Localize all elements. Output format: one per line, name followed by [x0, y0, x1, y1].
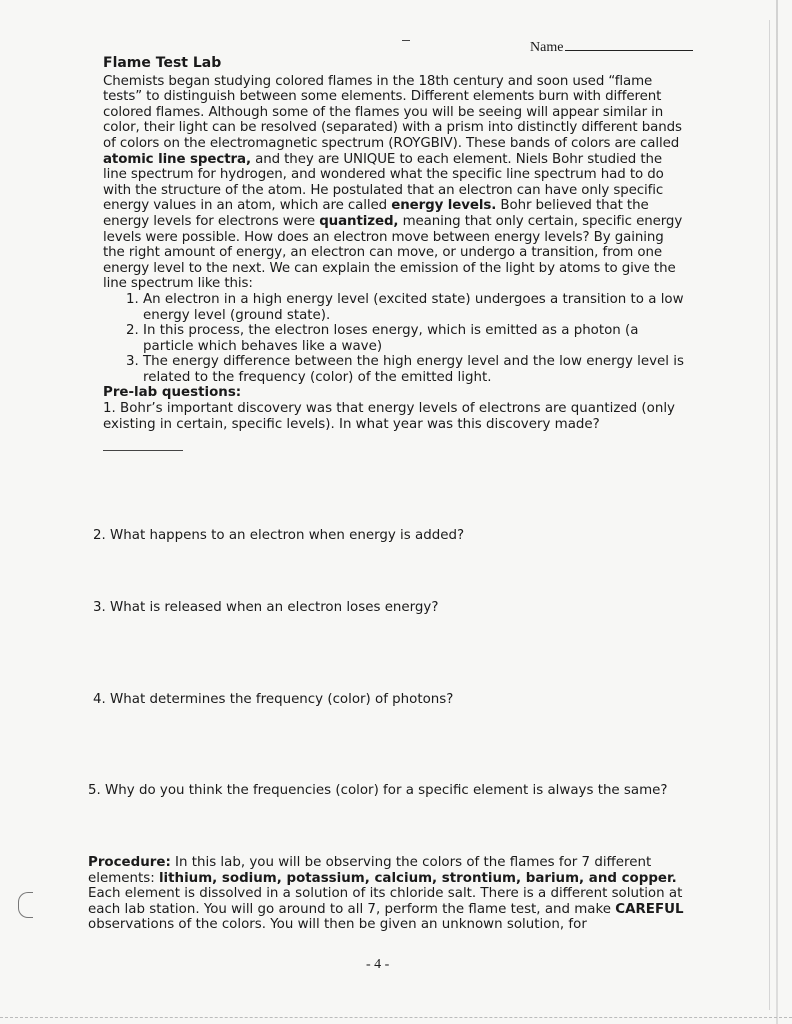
scan-mark [402, 40, 410, 41]
procedure-text-2: Each element is dissolved in a solution of its chloride salt. There is a different solution at each lab station. You will go around to all 7, perform the flame test, and make [88, 886, 683, 917]
procedure-text-3: observations of the colors. You will then be given an unknown solution, for [88, 917, 587, 933]
intro-bold-2: energy levels. [391, 198, 497, 214]
procedure-elements: lithium, sodium, potassium, calcium, strontium, barium, and copper. [158, 870, 677, 886]
question-3: 3. What is released when an electron loses energy? [93, 600, 439, 615]
name-blank[interactable] [565, 38, 693, 51]
question-4: 4. What determines the frequency (color) of photons? [93, 692, 454, 707]
scan-edge [776, 0, 778, 1024]
answer-blank-1[interactable] [103, 440, 183, 451]
emission-steps-list [103, 292, 688, 386]
intro-text-4: meaning that only certain, specific energy levels were possible. How does an electron move between energy levels? By gaining the right amount of energy, an electron can move, or undergo a transition, from one energy level to the next. We can explain the emission of the light by atoms to give the line spectrum like this: [103, 213, 683, 292]
prelab-heading: Pre-lab questions: [103, 385, 242, 401]
intro-bold-3: quantized, [319, 213, 399, 229]
intro-text-2: and they are UNIQUE to each element. Niels Bohr studied the line spectrum for hydrogen, and wondered what the specific line spectrum had to do with the structure of the atom. He postulated that an electron can have only specific energy values in an atom, which are called [103, 151, 664, 214]
question-1: 1. Bohr’s important discovery was that energy levels of electrons are quantized (only existing in certain, specific levels). In what year was this discovery made? [103, 401, 675, 432]
procedure-text-1: In this lab, you will be observing the colors of the flames for 7 different elements: [88, 855, 652, 886]
list-item: 1. An electron in a high energy level (excited state) undergoes a transition to a low energy level (ground state). [143, 292, 688, 323]
page-number: - 4 - [366, 957, 390, 972]
scan-edge-inner [769, 20, 770, 1010]
procedure-careful: CAREFUL [615, 901, 684, 917]
page-title: Flame Test Lab [103, 55, 222, 71]
intro-bold-1: atomic line spectra, [103, 151, 251, 167]
intro-text-1: Chemists began studying colored flames in the 18th century and soon used “flame tests” to distinguish between some elements. Different elements burn with different colored flames. Although some of the flames you will be seeing will appear similar in color, their light can be resolved (separated) with a prism into distinctly different bands of colors on the electromagnetic spectrum (ROYGBIV). These bands of colors are called [103, 73, 682, 151]
list-item: 2. In this process, the electron loses energy, which is emitted as a photon (a particle which behaves like a wave) [143, 323, 688, 354]
intro-text-3: Bohr believed that the energy levels for electrons were [103, 198, 649, 229]
intro-paragraph [103, 74, 688, 292]
scan-bottom-edge [0, 1016, 792, 1018]
list-item: 3. The energy difference between the high energy level and the low energy level is related to the frequency (color) of the emitted light. [143, 354, 688, 385]
procedure-paragraph [88, 855, 688, 933]
question-5: 5. Why do you think the frequencies (color) for a specific element is always the same? [88, 783, 668, 798]
question-2: 2. What happens to an electron when energy is added? [93, 528, 465, 543]
name-field [530, 38, 693, 56]
hole-punch-mark [18, 892, 33, 918]
procedure-label: Procedure: [88, 855, 171, 870]
name-label: Name [530, 40, 564, 55]
main-content [103, 56, 688, 456]
